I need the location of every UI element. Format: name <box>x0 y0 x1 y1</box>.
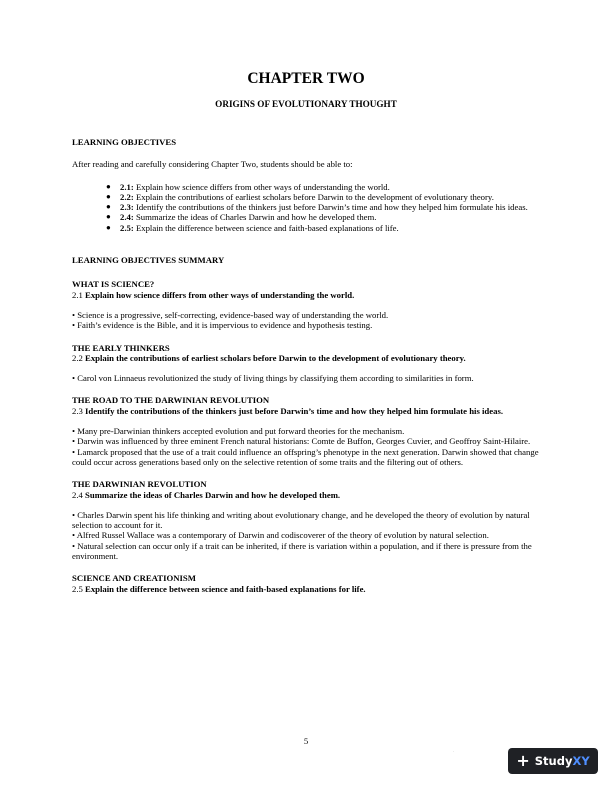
objective-code: 2.2: <box>120 191 134 202</box>
learning-objectives-heading: LEARNING OBJECTIVES <box>72 137 177 147</box>
section-heading: WHAT IS SCIENCE? <box>72 279 155 290</box>
brand-word-study: Study <box>534 754 573 768</box>
section-objective <box>72 584 544 594</box>
brand-word-xy: XY <box>572 754 590 768</box>
objectives-list <box>72 182 544 233</box>
section-number: 2.3 <box>72 405 83 416</box>
section-number: 2.1 <box>72 289 83 300</box>
section-bullet: • Natural selection can occur only if a trait can be inherited, if there is variation within a population, and if there is pressure from the environment. <box>72 540 532 562</box>
objective-code: 2.1: <box>120 181 134 192</box>
section-bullet: • Many pre-Darwinian thinkers accepted evolution and put forward theories for the mechanism. <box>72 426 405 437</box>
section-objective-text: Identify the contributions of the thinkers just before Darwin’s time and how they helped him formulate his ideas. <box>85 405 504 416</box>
section-objective-text: Summarize the ideas of Charles Darwin and how he developed them. <box>85 489 341 500</box>
section-heading: THE EARLY THINKERS <box>72 342 170 353</box>
section-bullet: • Charles Darwin spent his life thinking and writing about evolutionary change, and he developed the theory of evolution by natural selection to account for it. <box>72 509 530 531</box>
bullet-icon: ● <box>106 222 111 232</box>
bullet-icon: ● <box>106 181 111 191</box>
chapter-subtitle: ORIGINS OF EVOLUTIONARY THOUGHT <box>215 99 397 109</box>
section-bullet: • Science is a progressive, self-correcting, evidence-based way of understanding the world. <box>72 309 389 320</box>
page-number: 5 <box>303 736 309 746</box>
section-bullet: • Darwin was influenced by three eminent French natural historians: Comte de Buffon, Georges Cuvier, and Geoffroy Saint-Hilaire. <box>72 436 531 447</box>
objective-item <box>108 223 544 233</box>
section-objective-text: Explain the difference between science and faith-based explanations for life. <box>85 583 366 594</box>
section-objective <box>72 490 544 500</box>
objective-text: Explain how science differs from other ways of understanding the world. <box>133 181 390 192</box>
objective-code: 2.5: <box>120 222 134 233</box>
section-heading: THE ROAD TO THE DARWINIAN REVOLUTION <box>72 395 270 406</box>
objective-item <box>108 182 544 192</box>
section-heading: THE DARWINIAN REVOLUTION <box>72 479 207 490</box>
section-number: 2.5 <box>72 583 83 594</box>
section-heading: SCIENCE AND CREATIONISM <box>72 573 196 584</box>
objective-code: 2.4: <box>120 212 134 223</box>
section-bullet: • Faith’s evidence is the Bible, and it is impervious to evidence and hypothesis testing. <box>72 320 373 331</box>
section-objective-text: Explain the contributions of earliest scholars before Darwin to the development of evolutionary theory. <box>85 352 466 363</box>
section-bullet: • Carol von Linnaeus revolutionized the study of living things by classifying them according to similarities in form. <box>72 373 474 384</box>
objective-item <box>108 192 544 202</box>
section-number: 2.4 <box>72 489 83 500</box>
objective-text: Identify the contributions of the thinkers just before Darwin’s time and how they helped him formulate his ideas. <box>133 202 528 213</box>
section-bullet: • Alfred Russel Wallace was a contemporary of Darwin and codiscoverer of the theory of evolution by natural selection. <box>72 530 489 541</box>
section-bullet: • Lamarck proposed that the use of a trait could influence an offspring’s phenotype in the next generation. Darwin showed that change could occur across generations based only on the selective retention of some traits and the filtering out of others. <box>72 446 539 467</box>
studyxy-badge[interactable] <box>508 748 598 774</box>
learning-objectives-intro: After reading and carefully considering Chapter Two, students should be able to: <box>72 159 353 170</box>
section-number: 2.2 <box>72 352 83 363</box>
document-body <box>72 137 544 594</box>
section-objective-text: Explain how science differs from other ways of understanding the world. <box>85 289 355 300</box>
objective-code: 2.3: <box>120 202 134 213</box>
section-objective <box>72 406 544 416</box>
objective-text: Explain the difference between science and faith-based explanations of life. <box>133 222 399 233</box>
objective-text: Summarize the ideas of Charles Darwin and how he developed them. <box>133 212 377 223</box>
bullet-icon: ● <box>106 202 111 212</box>
section-objective <box>72 290 544 300</box>
summary-heading: LEARNING OBJECTIVES SUMMARY <box>72 255 225 266</box>
plus-icon: + <box>516 751 530 770</box>
scan-artifact-dot: . <box>453 748 454 753</box>
bullet-icon: ● <box>106 191 111 201</box>
chapter-title: CHAPTER TWO <box>247 70 365 87</box>
objective-item <box>108 202 544 212</box>
bullet-icon: ● <box>106 212 111 222</box>
objective-text: Explain the contributions of earliest scholars before Darwin to the development of evolutionary theory. <box>133 191 494 202</box>
section-objective <box>72 353 544 363</box>
objective-item <box>108 212 544 222</box>
